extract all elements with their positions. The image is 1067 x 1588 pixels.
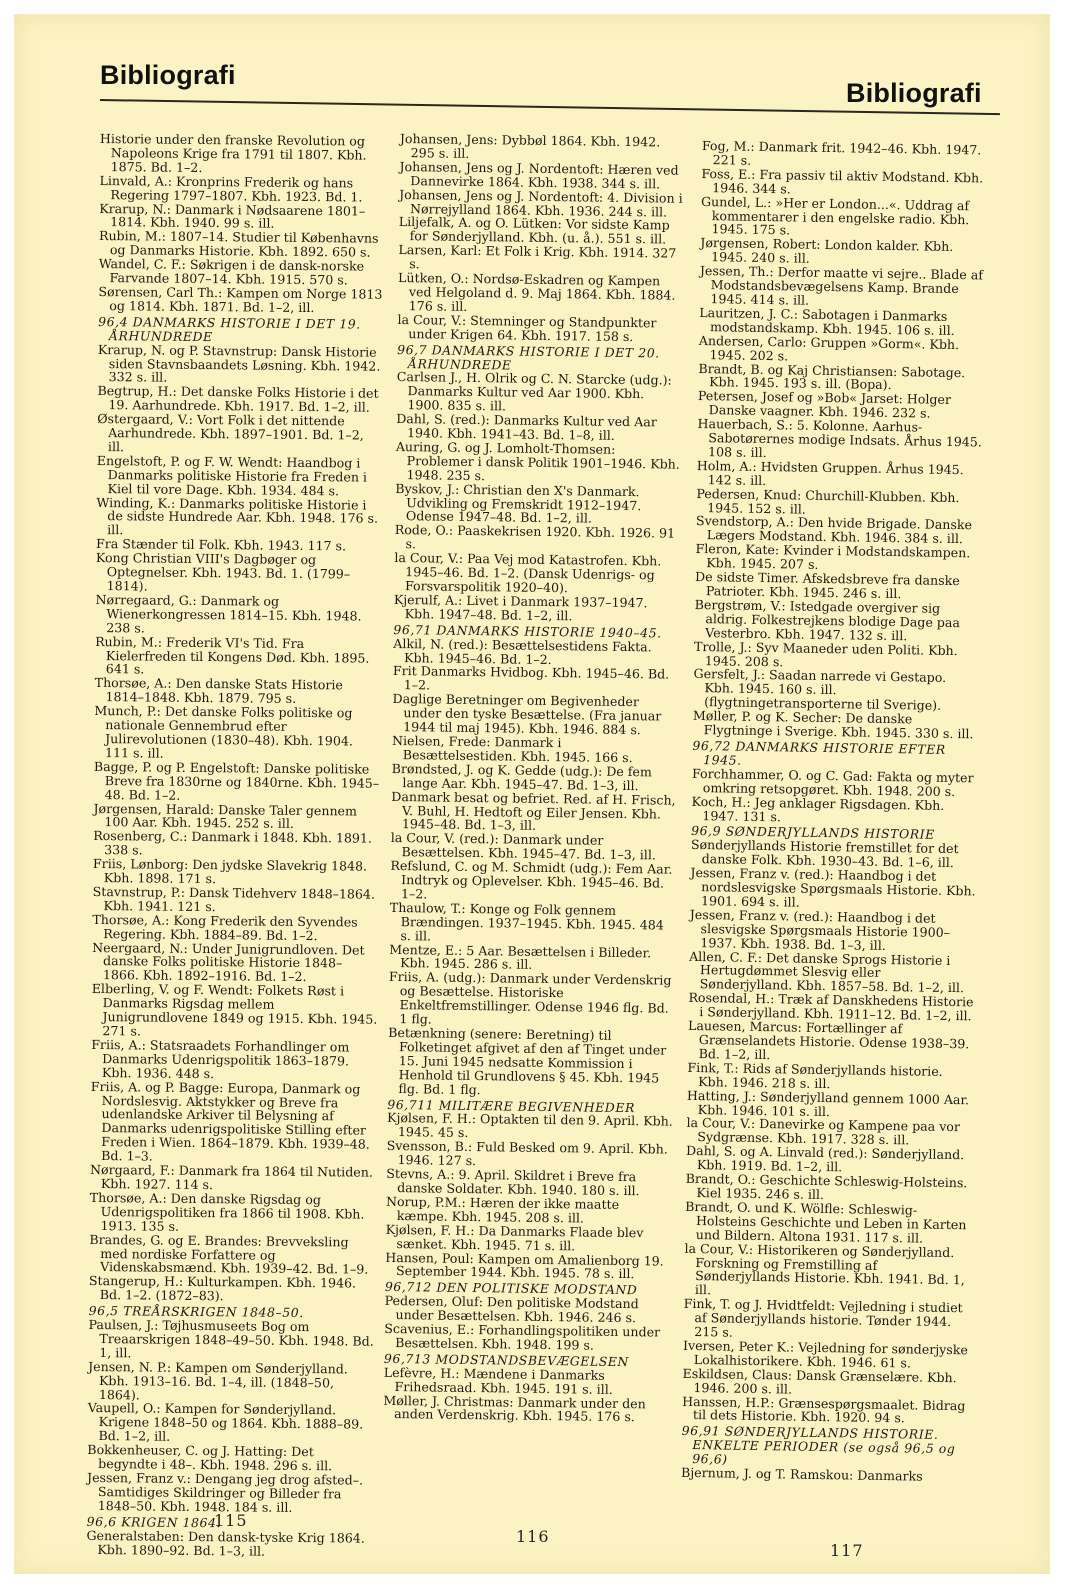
bibliography-entry: Foss, E.: Fra passiv til aktiv Modstand. Kbh. 1946. 344 s. xyxy=(701,165,984,197)
bibliography-entry: Kjølsen, F. H.: Optakten til den 9. April. Kbh. 1945. 45 s. xyxy=(386,1110,673,1141)
bibliography-entry: Allen, C. F.: Det danske Sprogs Historie i Hertugdømmet Slesvig eller Sønderjylland. Kbh. 1857–58. Bd. 1–2, ill. xyxy=(689,948,965,996)
bibliography-entry: Fleron, Kate: Kvinder i Modstandskampen. Kbh. 1945. 207 s. xyxy=(695,541,971,573)
bibliography-entry: la Cour, V.: Historikeren og Sønderjylland. Forskning og Fremstilling af Sønderjyllands Historie. Kbh. 1941. Bd. 1, ill. xyxy=(684,1240,965,1298)
column-page-115 xyxy=(86,132,386,1559)
bibliography-entry: Generalstaben: Den dansk-tyske Krig 1864. Kbh. 1890–92. Bd. 1–3, ill. xyxy=(86,1527,365,1559)
bibliography-entry: Johansen, Jens: Dybbøl 1864. Kbh. 1942. 295 s. ill. xyxy=(399,131,661,161)
page-number-117: 117 xyxy=(830,1541,864,1560)
bibliography-entry: Jessen, Franz v.: Dengang jeg drog afsted–. Samtidiges Skildringer og Billeder fra 1848–50. Kbh. 1948. 184 s. ill. xyxy=(87,1469,364,1515)
section-heading: 96,6 KRIGEN 1864. xyxy=(86,1513,222,1530)
bibliography-entry: Pedersen, Oluf: Den politiske Modstand under Besættelsen. Kbh. 1946. 246 s. xyxy=(384,1293,639,1326)
bibliography-entry: Stevns, A.: 9. April. Skildret i Breve fra danske Soldater. Kbh. 1940. 180 s. ill. xyxy=(386,1165,640,1199)
bibliography-entry: Carlsen J., H. Olrik og C. N. Starcke (udg.): Danmarks Kultur ved Aar 1900. Kbh. 1900. 835 s. ill. xyxy=(396,369,672,414)
bibliography-entry: Gundel, L.: »Her er London...«. Uddrag af kommentarer i den engelske radio. Kbh. 1945. 175 s. xyxy=(700,193,970,238)
bibliography-entry: Dahl, S. og A. Linvald (red.): Sønderjylland. Kbh. 1919. Bd. 1–2, ill. xyxy=(685,1143,965,1175)
bibliography-entry: Gersfelt, J.: Saadan narrede vi Gestapo. Kbh. 1945. 160 s. ill. (flygtningetransporterne til Sverige). xyxy=(693,666,947,714)
bibliography-entry: Jørgensen, Harald: Danske Taler gennem 100 Aar. Kbh. 1945. 252 s. ill. xyxy=(93,800,358,832)
bibliography-entry: Norup, P.M.: Hæren der ikke maatte kæmpe. Kbh. 1945. 208 s. ill. xyxy=(385,1193,620,1226)
bibliography-entry: Nielsen, Frede: Danmark i Besættelsestiden. Kbh. 1945. 166 s. xyxy=(391,732,633,765)
bibliography-entry: Paulsen, J.: Tøjhusmuseets Bog om Treaarskrigen 1848–49–50. Kbh. 1948. Bd. 1, ill. xyxy=(88,1316,374,1361)
bibliography-entry: Fink, T. og J. Hvidtfeldt: Vejledning i studiet af Sønderjyllands historie. Tønder 1944. 215 s. xyxy=(683,1296,963,1340)
bibliography-entry: Svensson, B.: Fuld Besked om 9. April. Kbh. 1946. 127 s. xyxy=(386,1138,668,1169)
bibliography-entry: Jørgensen, Robert: London kalder. Kbh. 1945. 240 s. ill. xyxy=(700,235,954,266)
bibliography-entry: Kong Christian VIII's Dagbøger og Optegnelser. Kbh. 1943. Bd. 1. (1799–1814). xyxy=(95,550,351,594)
bibliography-entry: Andersen, Carlo: Gruppen »Gorm«. Kbh. 1945. 202 s. xyxy=(698,332,960,363)
bibliography-entry: Sønderjyllands Historie fremstillet for det danske Folk. Kbh. 1930–43. Bd. 1–6, ill. xyxy=(690,837,959,871)
bibliography-entry: Friis, A. og P. Bagge: Europa, Danmark og Nordslesvig. Aktstykker og Breve fra udenlandske Arkiver til Belysning af Danmarks udenrigspolitiske Stilling efter Freden i Wien. 1864–1879. Kbh. 1939–48. Bd. 1–3. xyxy=(90,1078,370,1164)
bibliography-entry: Brandes, G. og E. Brandes: Brevveksling med nordiske Forfattere og Videnskabsmænd. Kbh. 1939–42. Bd. 1–9. xyxy=(89,1231,369,1278)
bibliography-entry: Danmark besat og befriet. Red. af H. Frisch, V. Buhl, H. Hedtoft og Eiler Jensen. Kbh. 1945–48. Bd. 1–3, ill. xyxy=(391,788,676,834)
section-heading: 96,5 TREÅRSKRIGEN 1848–50. xyxy=(88,1303,304,1321)
bibliography-entry: Rosendal, H.: Træk af Danskhedens Historie i Sønderjylland. Kbh. 1911–12. Bd. 1–2, ill. xyxy=(688,990,974,1024)
bibliography-entry: Engelstoft, P. og F. W. Wendt: Haandbog i Danmarks politiske Historie fra Freden i Kiel til vore Dage. Kbh. 1934. 484 s. xyxy=(96,452,368,498)
bibliography-entry: Rode, O.: Paaskekrisen 1920. Kbh. 1926. 91 s. xyxy=(394,522,676,552)
bibliography-entry: Neergaard, N.: Under Junigrundloven. Det danske Folks politiske Historie 1848–1866. Kbh. 1892–1916. Bd. 1–2. xyxy=(92,939,365,985)
bibliography-entry: Friis, Lønborg: Den jydske Slavekrig 1848. Kbh. 1898. 171 s. xyxy=(92,856,368,887)
bibliography-entry: Holm, A.: Hvidsten Gruppen. Århus 1945. 142 s. ill. xyxy=(696,457,964,488)
bibliography-entry: Munch, P.: Det danske Folks politiske og nationale Gennembrud efter Julirevolutionen (1830–48). Kbh. 1904. 111 s. ill. xyxy=(94,703,353,761)
bibliography-entry: Winding, K.: Danmarks politiske Historie i de sidste Hundrede Aar. Kbh. 1948. 176 s. ill. xyxy=(96,494,379,538)
bibliography-entry: Friis, A. (udg.): Danmark under Verdenskrig og Besættelse. Historiske Enkeltfremstillinger. Odense 1946 flg. Bd. 1 flg. xyxy=(388,969,672,1027)
bibliography-entry: Krarup, N. og P. Stavnstrup: Dansk Historie siden Stavnsbaandets Løsning. Kbh. 1942. 332 s. ill. xyxy=(97,341,381,386)
bibliography-entry: Friis, A.: Statsraadets Forhandlinger om Danmarks Udenrigspolitik 1863–1879. Kbh. 1936. 448 s. xyxy=(91,1036,350,1081)
bibliography-entry: Hatting, J.: Sønderjylland gennem 1000 Aar. Kbh. 1946. 101 s. ill. xyxy=(686,1087,970,1119)
bibliography-entry: Bokkenheuser, C. og J. Hatting: Det begyndte i 48–. Kbh. 1948. 296 s. ill. xyxy=(87,1442,333,1474)
bibliography-entry: Østergaard, V.: Vort Folk i det nittende Aarhundrede. Kbh. 1897–1901. Bd. 1–2, ill. xyxy=(97,411,364,455)
bibliography-entry: Alkil, N. (red.): Besættelsestidens Fakta. Kbh. 1945–46. Bd. 1–2. xyxy=(393,635,652,667)
bibliography-entry: Bergstrøm, V.: Istedgade overgiver sig aldrig. Folkestrejkens blodige Dage paa Vesterbro. Kbh. 1947. 132 s. ill. xyxy=(694,596,961,644)
bibliography-entry: Jensen, N. P.: Kampen om Sønderjylland. Kbh. 1913–16. Bd. 1–4, ill. (1848–50, 1864). xyxy=(88,1358,348,1403)
bibliography-entry: Refslund, C. og M. Schmidt (udg.): Fem Aar. Indtryk og Oplevelser. Kbh. 1945–46. Bd. 1–2. xyxy=(390,858,673,902)
bibliography-entry: Stangerup, H.: Kulturkampen. Kbh. 1946. Bd. 1–2. (1872–83). xyxy=(88,1273,357,1304)
section-heading: 96,71 DANMARKS HISTORIE 1940–45. xyxy=(393,621,662,641)
bibliography-entry: Johansen, Jens og J. Nordentoft: Hæren ved Dannevirke 1864. Kbh. 1938. 344 s. ill. xyxy=(399,158,679,192)
bibliography-entry: Begtrup, H.: Det danske Folks Historie i det 19. Aarhundrede. Kbh. 1917. Bd. 1–2, ill. xyxy=(97,383,379,415)
bibliography-entry: Rubin, M.: Frederik VI's Tid. Fra Kielerfreden til Kongens Død. Kbh. 1895. 641 s. xyxy=(95,633,370,677)
bibliography-entry: Møller, J. Christmas: Danmark under den anden Verdenskrig. Kbh. 1945. 176 s. xyxy=(383,1392,646,1425)
bibliography-entry: la Cour, V.: Stemninger og Standpunkter under Krigen 64. Kbh. 1917. 158 s. xyxy=(397,311,657,344)
bibliography-entry: Thorsøe, A.: Den danske Stats Historie 1814–1848. Kbh. 1879. 795 s. xyxy=(94,675,343,707)
bibliography-entry: Petersen, Josef og »Bob« Jarset: Holger Danske vaagner. Kbh. 1946. 232 s. xyxy=(697,388,952,421)
bibliography-entry: la Cour, V.: Danevirke og Kampene paa vor Sydgrænse. Kbh. 1917. 328 s. ill. xyxy=(686,1115,961,1148)
bibliography-entry: Møller, P. og K. Secher: De danske Flygtninge i Sverige. Kbh. 1945. 330 s. ill. xyxy=(692,708,974,742)
bibliography-entry: Lütken, O.: Nordsø-Eskadren og Kampen ved Helgoland d. 9. Maj 1864. Kbh. 1884. 176 s. ill. xyxy=(397,270,676,314)
bibliography-entry: Krarup, N.: Danmark i Nødsaarene 1801–1814. Kbh. 1940. 99 s. ill. xyxy=(99,200,366,232)
bibliography-entry: la Cour, V. (red.): Danmark under Besættelsen. Kbh. 1945–47. Bd. 1–3, ill. xyxy=(390,830,657,863)
bibliography-entry: Lauesen, Marcus: Fortællinger af Grænselandets Historie. Odense 1938–39. Bd. 1–2, ill. xyxy=(687,1017,970,1063)
bibliography-entry: Scavenius, E.: Forhandlingspolitiken under Besættelsen. Kbh. 1948. 199 s. xyxy=(384,1320,661,1353)
bibliography-entry: Pedersen, Knud: Churchill-Klubben. Kbh. 1945. 152 s. ill. xyxy=(696,485,960,517)
bibliography-entry: Hauerbach, S.: 5. Kolonne. Aarhus-Sabotørernes modige Indsats. Århus 1945. 108 s. ill. xyxy=(697,416,982,460)
section-heading: 96,711 MILITÆRE BEGIVENHEDER xyxy=(387,1096,636,1115)
bibliography-entry: Daglige Beretninger om Begivenheder under den tyske Besættelse. (Fra januar 1944 til maj 1945). Kbh. 1946. 884 s. xyxy=(392,691,662,738)
bibliography-entry: Koch, H.: Jeg anklager Rigsdagen. Kbh. 1947. 131 s. xyxy=(691,793,945,824)
section-heading: 96,4 DANMARKS HISTORIE I DET 19. ÅRHUNDREDE xyxy=(98,313,361,344)
bibliography-entry: Hanssen, H.P.: Grænsespørgsmaalet. Bidrag til dets Historie. Kbh. 1920. 94 s. xyxy=(682,1393,966,1426)
bibliography-entry: De sidste Timer. Afskedsbreve fra danske Patrioter. Kbh. 1945. 246 s. ill. xyxy=(695,569,960,602)
bibliography-entry: Svendstorp, A.: Den hvide Brigade. Danske Lægers Modstand. Kbh. 1946. 384 s. ill. xyxy=(695,513,973,547)
bibliography-entry: Hansen, Poul: Kampen om Amalienborg 19. September 1944. Kbh. 1945. 78 s. ill. xyxy=(385,1249,664,1282)
bibliography-entry: Brandt, O. und K. Wölfle: Schleswig-Holsteins Geschichte und Leben in Karten und Bildern. Altona 1931. 117 s. ill. xyxy=(685,1198,967,1246)
bibliography-entry: Rosenberg, C.: Danmark i 1848. Kbh. 1891. 338 s. xyxy=(93,828,372,858)
bibliography-entry: Larsen, Karl: Et Folk i Krig. Kbh. 1914. 327 s. xyxy=(398,242,677,272)
bibliography-entry: Bagge, P. og P. Engelstoft: Danske politiske Breve fra 1830rne og 1840rne. Kbh. 1945–48. Bd. 1–2. xyxy=(93,758,380,803)
bibliography-entry: Kjølsen, F. H.: Da Danmarks Flaade blev sænket. Kbh. 1945. 71 s. ill. xyxy=(385,1221,644,1253)
page-number-115: 115 xyxy=(214,1511,248,1530)
bibliography-entry: Jessen, Th.: Derfor maatte vi sejre.. Blade af Modstandsbevægelsens Kamp. Brande 1945. 414 s. ill. xyxy=(699,263,984,308)
bibliography-entry: Lefèvre, H.: Mændene i Danmarks Frihedsraad. Kbh. 1945. 191 s. ill. xyxy=(383,1364,613,1397)
bibliography-entry: Linvald, A.: Kronprins Frederik og hans Regering 1797–1807. Kbh. 1923. Bd. 1. xyxy=(99,172,363,205)
bibliography-entry: Elberling, V. og F. Wendt: Folkets Røst i Danmarks Rigsdag mellem Junigrundlovene 1849 og 1915. Kbh. 1945. 271 s. xyxy=(91,981,378,1039)
bibliography-entry: Jessen, Franz v. (red.): Haandbog i det slesvigske Spørgsmaals Historie 1900–1937. Kbh. 1938. Bd. 1–3, ill. xyxy=(689,906,951,953)
scanned-page xyxy=(14,14,1050,1574)
bibliography-entry: Eskildsen, Claus: Dansk Grænselære. Kbh. 1946. 200 s. ill. xyxy=(682,1365,957,1397)
bibliography-entry: Dahl, S. (red.): Danmarks Kultur ved Aar 1940. Kbh. 1941–43. Bd. 1–8, ill. xyxy=(396,411,657,443)
bibliography-entry: Wandel, C. F.: Søkrigen i de dansk-norske Farvande 1807–14. Kbh. 1915. 570 s. xyxy=(98,256,365,288)
section-heading: 96,712 DEN POLITISKE MODSTAND xyxy=(384,1279,638,1298)
bibliography-entry: Lauritzen, J. C.: Sabotagen i Danmarks modstandskamp. Kbh. 1945. 106 s. ill. xyxy=(699,304,955,338)
bibliography-entry: Auring, G. og J. Lomholt-Thomsen: Problemer i dansk Politik 1901–1946. Kbh. 1948. 235 s. xyxy=(395,438,680,483)
bibliography-entry: Thorsøe, A.: Den danske Rigsdag og Udenrigspolitiken fra 1866 til 1908. Kbh. 1913. 135 s. xyxy=(89,1189,365,1234)
header-title-right: Bibliografi xyxy=(846,78,982,108)
bibliography-entry: Liljefalk, A. og O. Lütken: Vor sidste Kamp for Sønderjylland. Kbh. (u. å.). 551 s. ill. xyxy=(398,214,670,247)
bibliography-entry: Jessen, Franz v. (red.): Haandbog i det nordslesvigske Spørgsmaals Historie. Kbh. 1901. 694 s. ill. xyxy=(690,865,976,910)
bibliography-entry: Bjernum, J. og T. Ramskou: Danmarks xyxy=(680,1464,923,1484)
bibliography-entry: Betænkning (senere: Beretning) til Folketinget afgivet af den af Tinget under 15. Juni 1945 nedsatte Kommission i Henhold til Grundlovens § 45. Kbh. 1945 flg. Bd. 1 flg. xyxy=(388,1024,667,1097)
page-number-116: 116 xyxy=(516,1527,550,1546)
section-heading: 96,7 DANMARKS HISTORIE I DET 20. ÅRHUNDREDE xyxy=(397,341,660,372)
bibliography-entry: Brandt, B. og Kaj Christiansen: Sabotage. Kbh. 1945. 193 s. ill. (Bopa). xyxy=(698,360,966,393)
section-heading: 96,713 MODSTANDSBEVÆGELSEN xyxy=(383,1350,630,1369)
bibliography-entry: Rubin, M.: 1807–14. Studier til Københavns og Danmarks Historie. Kbh. 1892. 650 s. xyxy=(98,228,379,260)
bibliography-entry: la Cour, V.: Paa Vej mod Katastrofen. Kbh. 1945–46. Bd. 1–2. (Dansk Udenrigs- og Forsvarspolitik 1920–40). xyxy=(394,550,662,596)
bibliography-entry: Forchhammer, O. og C. Gad: Fakta og myter omkring retsopgøret. Kbh. 1948. 200 s. xyxy=(691,765,974,799)
bibliography-entry: Mentze, E.: 5 Aar. Besættelsen i Billeder. Kbh. 1945. 286 s. ill. xyxy=(389,941,652,973)
bibliography-entry: Thorsøe, A.: Kong Frederik den Syvendes Regering. Kbh. 1884–89. Bd. 1–2. xyxy=(92,911,358,943)
header-title-left: Bibliografi xyxy=(100,60,236,90)
bibliography-entry: Vaupell, O.: Kampen for Sønderjylland. Krigene 1848–50 og 1864. Kbh. 1888–89. Bd. 1–2, ill. xyxy=(87,1400,364,1445)
bibliography-entry: Trolle, J.: Syv Maaneder uden Politi. Kbh. 1945. 208 s. xyxy=(693,638,958,669)
bibliography-entry: Byskov, J.: Christian den X's Danmark. Udvikling og Fremskridt 1912–1947. Odense 1947–48. Bd. 1–2, ill. xyxy=(395,480,642,527)
section-heading: 96,72 DANMARKS HISTORIE EFTER 1945. xyxy=(692,737,946,768)
bibliography-entry: Brandt, O.: Geschichte Schleswig-Holsteins. Kiel 1935. 246 s. ill. xyxy=(685,1170,968,1203)
bibliography-entry: Stavnstrup, P.: Dansk Tidehverv 1848–1864. Kbh. 1941. 121 s. xyxy=(92,883,376,914)
section-heading: 96,9 SØNDERJYLLANDS HISTORIE xyxy=(691,823,935,843)
column-page-117 xyxy=(681,139,988,1484)
bibliography-entry: Johansen, Jens og J. Nordentoft: 4. Division i Nørrejylland 1864. Kbh. 1936. 244 s. ill. xyxy=(399,186,683,220)
bibliography-entry: Brøndsted, J. og K. Gedde (udg.): De fem lange Aar. Kbh. 1945–47. Bd. 1–3, ill. xyxy=(391,760,652,793)
bibliography-entry: Historie under den franske Revolution og Napoleons Krige fra 1791 til 1807. Kbh. 1875. Bd. 1–2. xyxy=(99,131,367,175)
bibliography-entry: Fra Stænder til Folk. Kbh. 1943. 117 s. xyxy=(95,536,347,554)
bibliography-entry: Fink, T.: Rids af Sønderjyllands historie. Kbh. 1946. 218 s. ill. xyxy=(687,1059,943,1091)
bibliography-entry: Nørgaard, F.: Danmark fra 1864 til Nutiden. Kbh. 1927. 114 s. xyxy=(89,1162,373,1193)
bibliography-entry: Frit Danmarks Hvidbog. Kbh. 1945–46. Bd. 1–2. xyxy=(392,663,670,693)
bibliography-entry: Nørregaard, G.: Danmark og Wienerkongressen 1814–15. Kbh. 1948. 238 s. xyxy=(95,591,362,636)
section-heading: 96,91 SØNDERJYLLANDS HISTORIE. ENKELTE PERIODER (se også 96,5 og 96,6) xyxy=(681,1423,956,1467)
bibliography-entry: Thaulow, T.: Konge og Folk gennem Brændingen. 1937–1945. Kbh. 1945. 484 s. ill. xyxy=(389,899,664,944)
bibliography-entry: Kjerulf, A.: Livet i Danmark 1937–1947. Kbh. 1947–48. Bd. 1–2, ill. xyxy=(393,591,648,624)
bibliography-entry: Iversen, Peter K.: Vejledning for sønderjyske Lokalhistorikere. Kbh. 1946. 61 s. xyxy=(682,1337,968,1371)
bibliography-entry: Fog, M.: Danmark frit. 1942–46. Kbh. 1947. 221 s. xyxy=(701,138,982,168)
column-page-116 xyxy=(383,132,686,1425)
bibliography-entry: Sørensen, Carl Th.: Kampen om Norge 1813 og 1814. Kbh. 1871. Bd. 1–2, ill. xyxy=(98,283,383,315)
